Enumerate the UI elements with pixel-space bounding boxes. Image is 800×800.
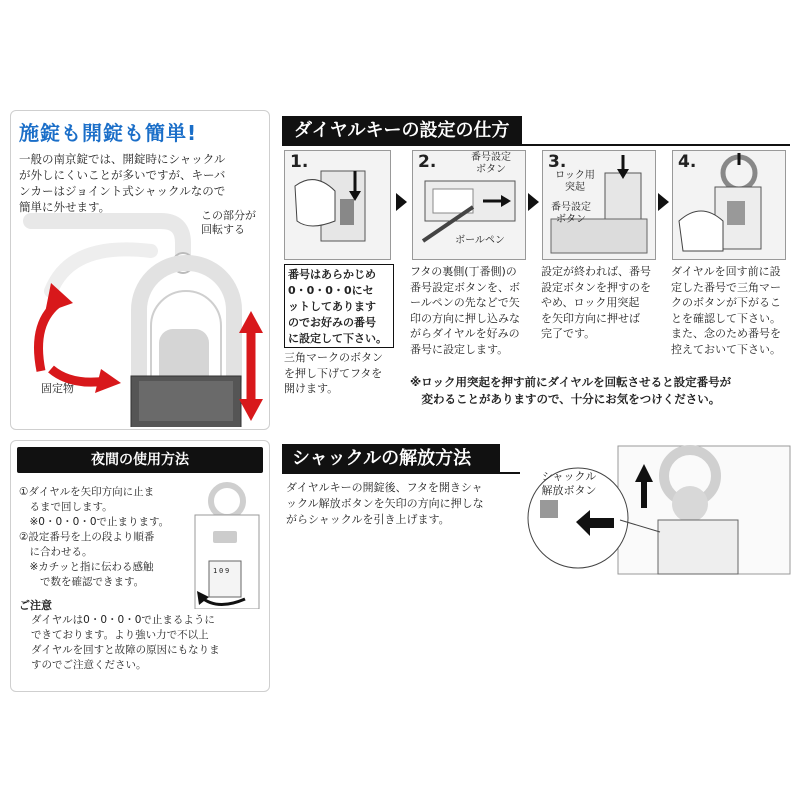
shackle-release-title: シャックルの解放方法 [292, 448, 472, 469]
red-rotate-arrow [39, 301, 62, 371]
shackle-release-button-callout: シャックル 解放ボタン [541, 470, 597, 497]
step3-text: 設定が終われば、番号 設定ボタンを押すのを やめ、ロック用突起 を矢印方向に押せば 完了です。 [541, 265, 651, 340]
dial-digit-2: 0 [219, 567, 224, 575]
step1-number: 1. [290, 152, 309, 172]
step2-button-callout: 番号設定 ボタン [471, 152, 511, 175]
shackle-release-text: ダイヤルキーの開錠後、フタを開きシャ ックル解放ボタンを矢印の方向に押しな がらシャックルを引き上げます。 [286, 481, 484, 526]
step3-button-callout: 番号設定 ボタン [551, 202, 591, 225]
easy-lock-heading: 施錠も開錠も簡単! [19, 121, 198, 145]
easy-lock-body: 一般の南京錠では、開錠時にシャックル が外しにくいことが多いですが、キーバ ンカーはジョイント式シャックルなので 簡単に外せます。 [19, 152, 226, 214]
night-use-steps: ①ダイヤルを矢印方向に止ま るまで回します。 ※0・0・0・0で止まります。 ②設定番号を上の段より順番 に合わせる。 ※カチッと指に伝わる感触 で数を確認できます。 [19, 486, 170, 588]
dial-digit-3: 9 [225, 567, 230, 575]
step4-number: 4. [678, 152, 697, 172]
step2-number: 2. [418, 152, 437, 172]
label-fixed-object: 固定物 [41, 382, 74, 395]
caution-body: ダイヤルは0・0・0・0で止まるように できております。より強い力で不以上 ダイヤルを回すと故障の原因にもなりま すのでご注意ください。 [31, 614, 220, 671]
step3-number: 3. [548, 152, 567, 172]
night-use-title: 夜間の使用方法 [91, 452, 189, 468]
step-arrow-2 [528, 193, 539, 211]
step4-text: ダイヤルを回す前に設 定した番号で三角マー クのボタンが下がるこ とを確認して下さい。 また、念のため番号を 控えておいて下さい。 [671, 265, 781, 356]
step3-lock-callout: ロック用 突起 [555, 170, 595, 193]
dial-setting-title: ダイヤルキーの設定の仕方 [294, 120, 510, 141]
setting-warning: ※ロック用突起を押す前にダイヤルを回転させると設定番号が 変わることがありますので、十分にお気をつけください。 [410, 375, 732, 406]
caution-title: ご注意 [19, 599, 52, 612]
step1-text: 三角マークのボタン を押し下げてフタを 開けます。 [284, 351, 383, 395]
shackle-release-rule [500, 472, 520, 474]
step-arrow-1 [396, 193, 407, 211]
preset-note: 番号はあらかじめ 0・0・0・0にセ ットしてあります のでお好みの番号 に設定して下さい。 [284, 264, 394, 348]
dial-setting-rule [522, 144, 790, 146]
step2-text: フタの裏側(丁番側)の 番号設定ボタンを、ボ ールペンの先などで矢 印の方向に押し込みな がらダイヤルを好みの 番号に設定します。 [410, 265, 520, 356]
night-dial-illustration [187, 479, 267, 609]
shackle-release-illustration [520, 440, 795, 575]
step-arrow-3 [658, 193, 669, 211]
night-use-panel [10, 440, 270, 692]
step2-pen-callout: ボールペン [455, 235, 505, 246]
dial-digit-1: 1 [213, 567, 218, 575]
easy-lock-panel [10, 110, 270, 430]
label-rotate-part: この部分が 回転する [201, 209, 256, 236]
